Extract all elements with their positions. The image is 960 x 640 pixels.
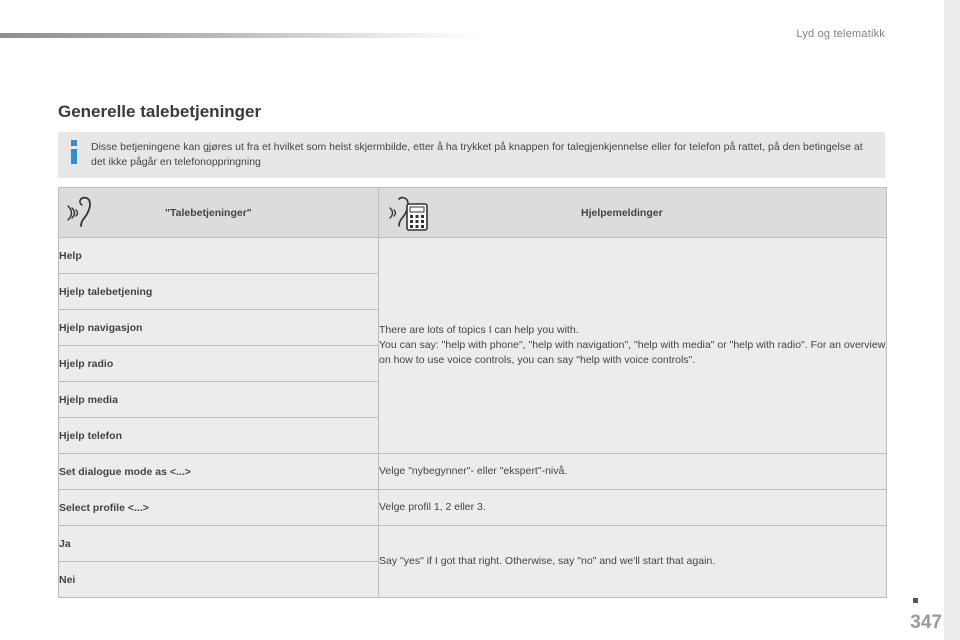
header-label-commands: "Talebetjeninger" — [165, 207, 252, 219]
yes-no-message: Say "yes" if I got that right. Otherwise, say "no" and we'll start that again. — [379, 526, 887, 598]
page-heading: Generelle talebetjeninger — [58, 102, 262, 121]
command-help-media: Hjelp media — [59, 382, 379, 418]
table-header-messages — [379, 188, 887, 238]
command-no: Nei — [59, 562, 379, 598]
section-title: Lyd og telematikk — [796, 28, 885, 40]
info-text: Disse betjeningene kan gjøres ut fra et hvilket som helst skjermbilde, etter å ha trykket på knappen for talegjenkjennelse eller for telefon på rattet, på den betingelse at det ikke pågår en telefonoppringning — [91, 141, 863, 168]
command-dialogue-mode: Set dialogue mode as <...> — [59, 454, 379, 490]
info-icon — [69, 140, 79, 164]
command-yes: Ja — [59, 526, 379, 562]
page-number: 347 — [910, 612, 942, 633]
command-help-radio: Hjelp radio — [59, 346, 379, 382]
table-row — [59, 490, 887, 526]
command-help-phone: Hjelp telefon — [59, 418, 379, 454]
table-header-commands — [59, 188, 379, 238]
page-edge-strip — [944, 0, 960, 640]
page-marker — [913, 598, 918, 603]
phone-keypad-icon — [385, 196, 431, 232]
voice-command-icon — [65, 196, 101, 228]
profile-message: Velge profil 1, 2 eller 3. — [379, 490, 887, 526]
command-help: Help — [59, 238, 379, 274]
dialogue-message: Velge "nybegynner"- eller "ekspert"-nivå. — [379, 454, 887, 490]
command-help-navigation: Hjelp navigasjon — [59, 310, 379, 346]
help-message: There are lots of topics I can help you with. You can say: "help with phone", "help with navigation", "help with media" or "help with radio". For an overview on how to use voice controls, you can say "help with voice controls". — [379, 238, 887, 454]
voice-commands-table — [58, 187, 887, 598]
table-row — [59, 526, 887, 562]
info-box — [58, 132, 885, 178]
command-help-voice: Hjelp talebetjening — [59, 274, 379, 310]
table-row — [59, 454, 887, 490]
table-row — [59, 238, 887, 274]
header-gradient-bar — [0, 33, 480, 38]
header-label-messages: Hjelpemeldinger — [581, 207, 663, 219]
command-select-profile: Select profile <...> — [59, 490, 379, 526]
